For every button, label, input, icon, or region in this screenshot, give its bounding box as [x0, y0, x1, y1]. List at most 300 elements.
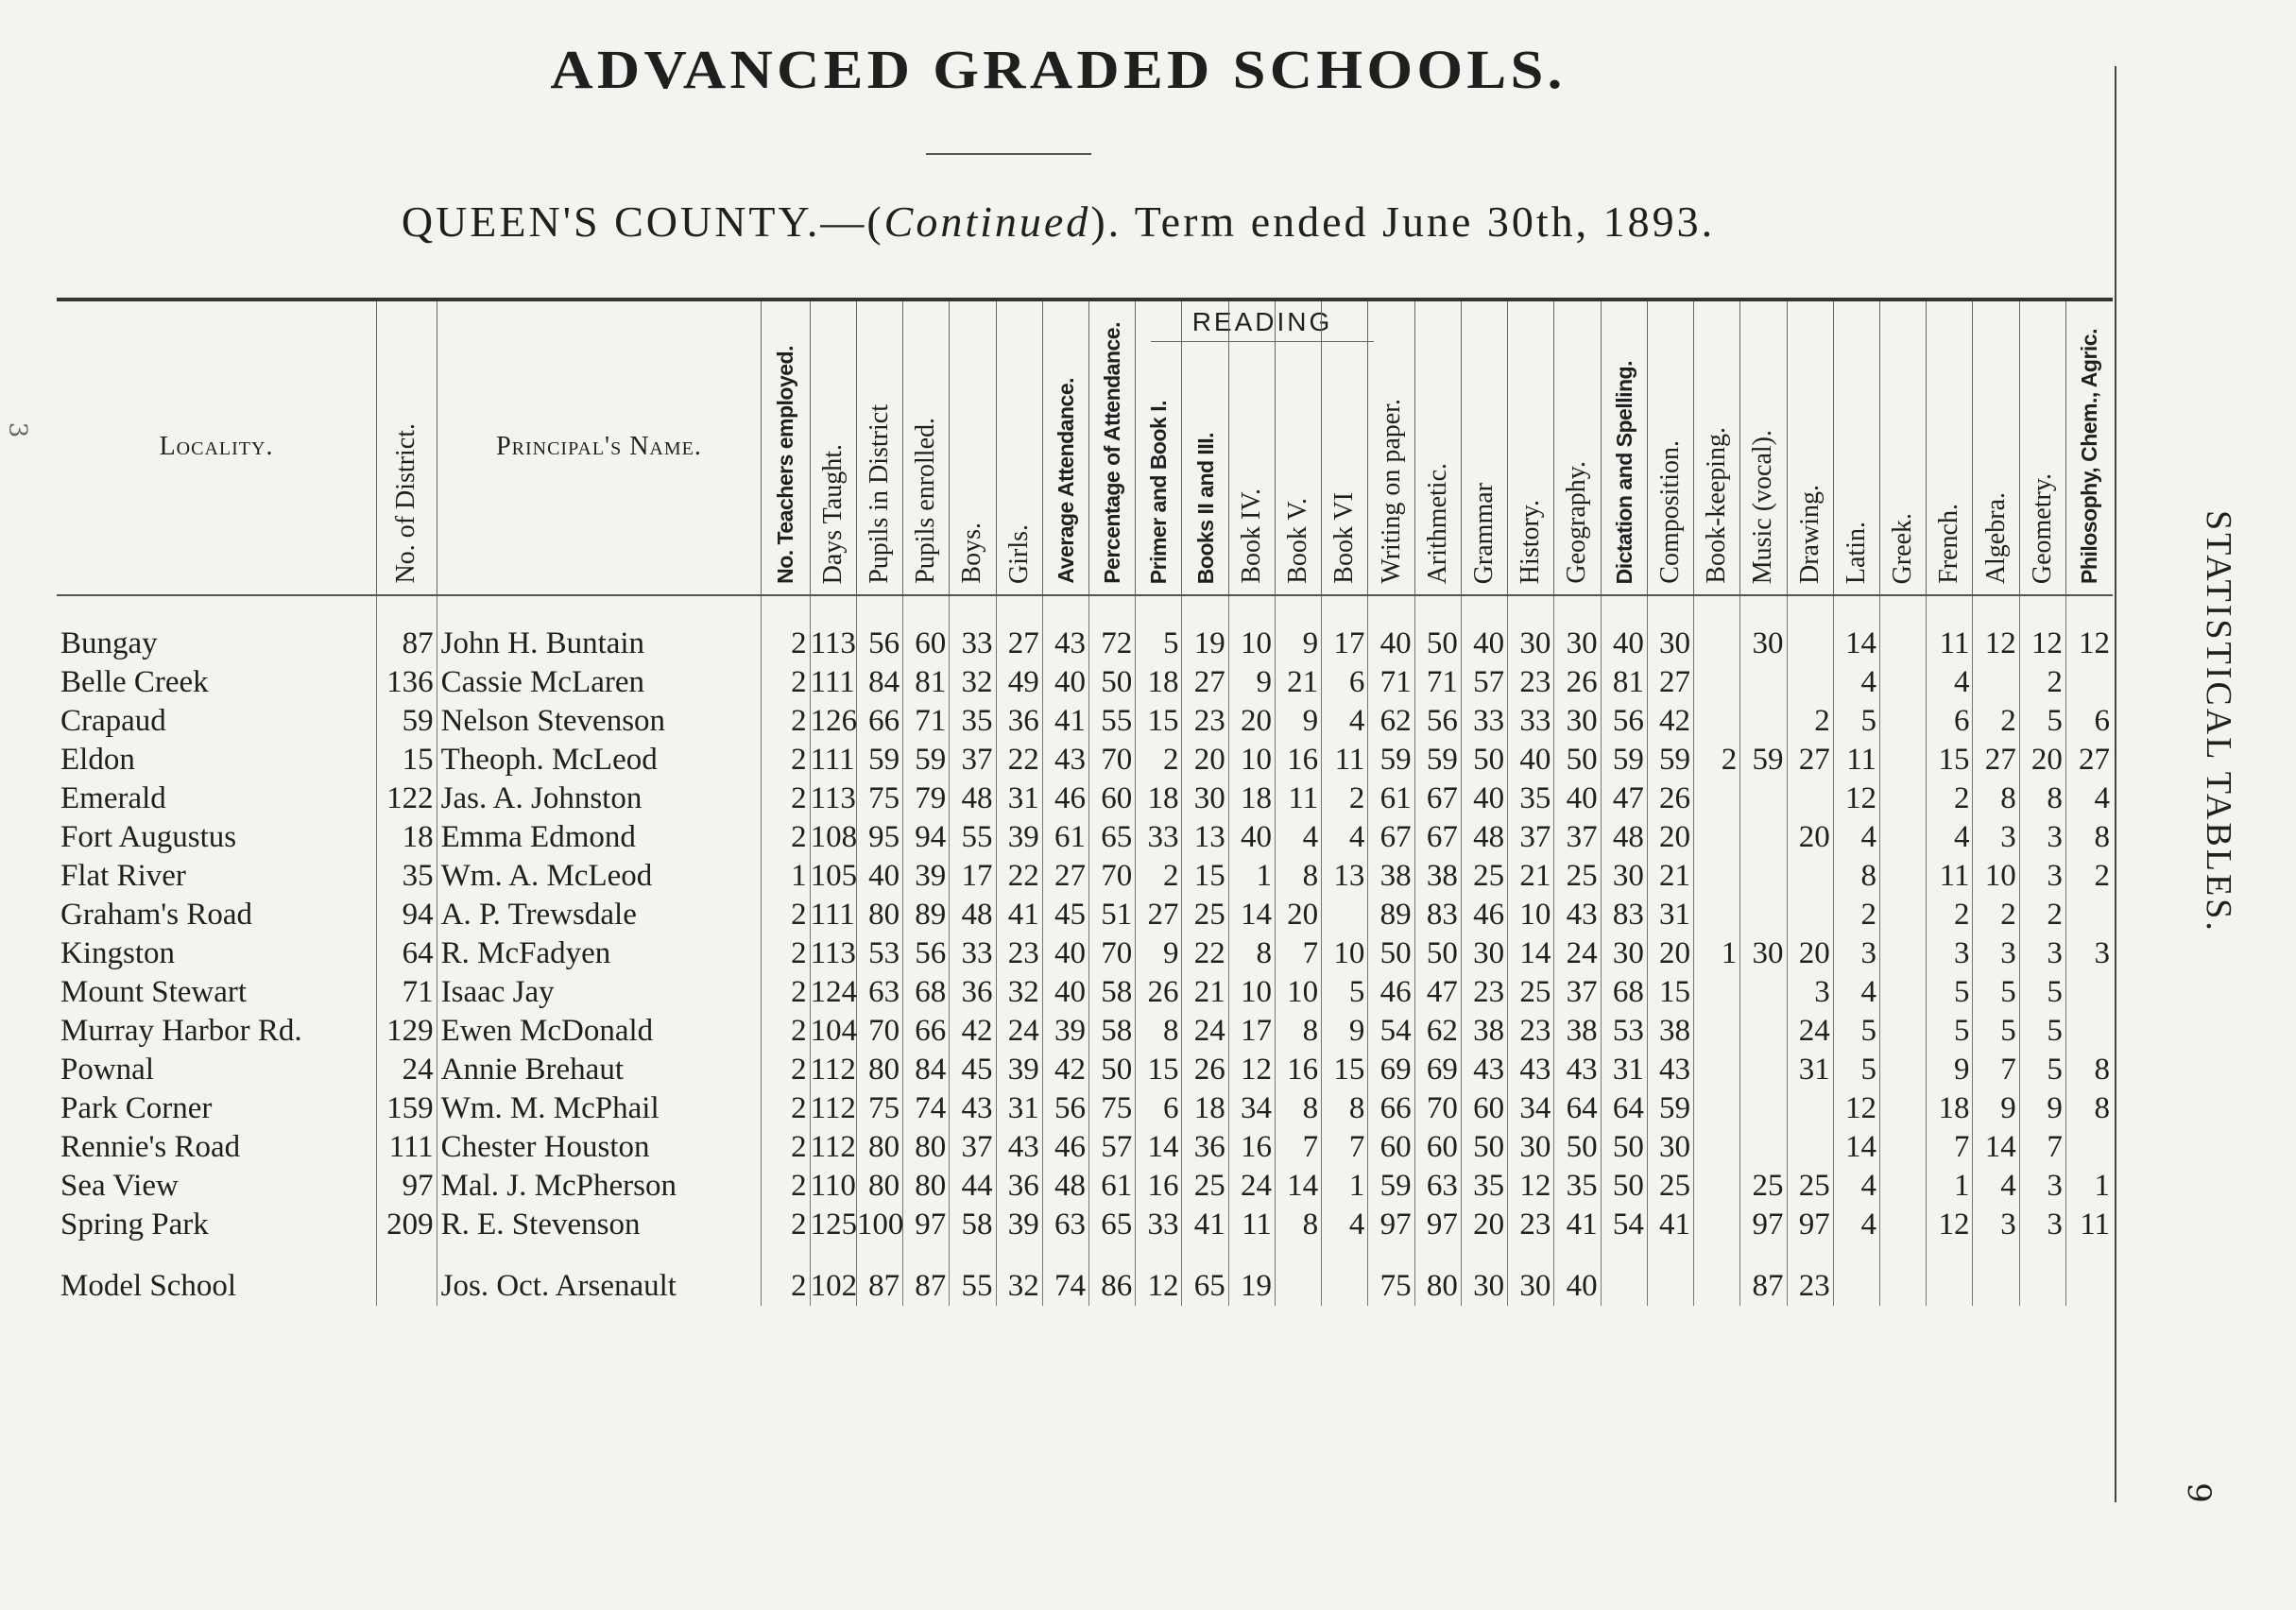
- column-header-geometry: [2019, 300, 2065, 595]
- cell-greek: [1879, 1089, 1926, 1128]
- table-row: [57, 818, 2113, 857]
- column-header-bookkeeping: [1694, 300, 1740, 595]
- cell-teachers: 2: [762, 1206, 810, 1244]
- spacer-cell: [1275, 1244, 1321, 1267]
- cell-girls: 31: [996, 779, 1042, 818]
- column-header-district: [377, 300, 437, 595]
- column-header-philo: [2065, 300, 2113, 595]
- column-header-label: Pupils enrolled.: [911, 418, 941, 584]
- cell-locality: Rennie's Road: [60, 1130, 241, 1164]
- cell-french: 12: [1927, 1206, 1973, 1244]
- cell-district: 129: [377, 1012, 437, 1051]
- right-margin-rule: [2115, 66, 2116, 1502]
- column-header-label: Book VI: [1329, 492, 1360, 584]
- cell-writing: 50: [1368, 934, 1414, 973]
- cell-pct_att: 57: [1089, 1128, 1136, 1167]
- cell-music: [1740, 1051, 1787, 1089]
- cell-teachers: 2: [762, 595, 810, 663]
- subtitle-main: QUEEN'S COUNTY.—(: [401, 197, 884, 246]
- cell-boys: 43: [950, 1089, 996, 1128]
- cell-pct_att: 60: [1089, 779, 1136, 818]
- cell-latin: 5: [1833, 702, 1879, 741]
- column-header-label: No. of District.: [391, 423, 421, 584]
- cell-enrolled: 79: [903, 779, 950, 818]
- cell-drawing: 23: [1787, 1267, 1833, 1306]
- cell-primer: 27: [1136, 896, 1182, 934]
- cell-locality: Park Corner: [60, 1091, 213, 1125]
- column-header-label: Principal's Name.: [496, 432, 702, 461]
- reading-group-label: READING: [1151, 307, 1374, 342]
- table-row: [57, 779, 2113, 818]
- column-header-label: Composition.: [1654, 440, 1685, 584]
- cell-book6: [1322, 896, 1368, 934]
- cell-arith: 50: [1414, 934, 1461, 973]
- cell-boys: 55: [950, 1267, 996, 1306]
- spacer-cell: [57, 1244, 377, 1267]
- cell-geog: 41: [1554, 1206, 1601, 1244]
- cell-grammar: 60: [1461, 1089, 1507, 1128]
- cell-book4: 40: [1228, 818, 1275, 857]
- cell-french: 11: [1927, 857, 1973, 896]
- cell-days: 111: [810, 663, 856, 702]
- page-subtitle: [0, 197, 2116, 247]
- cell-arith: 38: [1414, 857, 1461, 896]
- cell-locality: Pownal: [60, 1053, 154, 1087]
- cell-locality: Eldon: [60, 743, 135, 777]
- cell-pupils_district: 80: [856, 1167, 902, 1206]
- cell-drawing: [1787, 1128, 1833, 1167]
- cell-geog: 40: [1554, 1267, 1601, 1306]
- spacer-cell: [762, 1244, 810, 1267]
- cell-french: 2: [1927, 779, 1973, 818]
- cell-drawing: 20: [1787, 818, 1833, 857]
- column-header-geog: [1554, 300, 1601, 595]
- cell-book4: 34: [1228, 1089, 1275, 1128]
- cell-geometry: 3: [2019, 1206, 2065, 1244]
- cell-boys: 36: [950, 973, 996, 1012]
- cell-geog: 26: [1554, 663, 1601, 702]
- cell-geometry: 3: [2019, 818, 2065, 857]
- cell-music: [1740, 896, 1787, 934]
- cell-primer: 9: [1136, 934, 1182, 973]
- column-header-label: Books II and III.: [1192, 432, 1218, 584]
- cell-avg_att: 40: [1042, 973, 1088, 1012]
- cell-enrolled: 59: [903, 741, 950, 779]
- cell-geog: 24: [1554, 934, 1601, 973]
- spacer-cell: [1042, 1244, 1088, 1267]
- cell-book4: 18: [1228, 779, 1275, 818]
- cell-district: 71: [377, 973, 437, 1012]
- cell-dictation: 53: [1601, 1012, 1647, 1051]
- column-header-label: Book V.: [1283, 498, 1313, 584]
- cell-enrolled: 80: [903, 1167, 950, 1206]
- cell-dictation: 59: [1601, 741, 1647, 779]
- cell-pct_att: 70: [1089, 741, 1136, 779]
- cell-comp: 41: [1647, 1206, 1693, 1244]
- cell-primer: 8: [1136, 1012, 1182, 1051]
- cell-philo: 2: [2065, 857, 2113, 896]
- cell-girls: 43: [996, 1128, 1042, 1167]
- cell-enrolled: 89: [903, 896, 950, 934]
- spacer-cell: [903, 1244, 950, 1267]
- column-header-greek: [1879, 300, 1926, 595]
- cell-writing: 97: [1368, 1206, 1414, 1244]
- cell-philo: 12: [2065, 595, 2113, 663]
- cell-french: 6: [1927, 702, 1973, 741]
- cell-books23: 36: [1182, 1128, 1228, 1167]
- cell-geometry: 2: [2019, 896, 2065, 934]
- table-row: [57, 1206, 2113, 1244]
- cell-comp: 59: [1647, 741, 1693, 779]
- cell-music: [1740, 973, 1787, 1012]
- cell-boys: 33: [950, 595, 996, 663]
- cell-days: 111: [810, 741, 856, 779]
- cell-district: 159: [377, 1089, 437, 1128]
- cell-french: 18: [1927, 1089, 1973, 1128]
- cell-avg_att: 61: [1042, 818, 1088, 857]
- cell-philo: [2065, 973, 2113, 1012]
- cell-principal: Isaac Jay: [437, 973, 762, 1012]
- cell-avg_att: 43: [1042, 595, 1088, 663]
- cell-geometry: 3: [2019, 934, 2065, 973]
- column-header-primer: [1136, 300, 1182, 595]
- cell-enrolled: 97: [903, 1206, 950, 1244]
- spacer-cell: [856, 1244, 902, 1267]
- cell-avg_att: 46: [1042, 779, 1088, 818]
- cell-grammar: 50: [1461, 741, 1507, 779]
- cell-french: 3: [1927, 934, 1973, 973]
- cell-pupils_district: 80: [856, 1051, 902, 1089]
- cell-latin: 14: [1833, 595, 1879, 663]
- cell-book5: 7: [1275, 1128, 1321, 1167]
- cell-dictation: 81: [1601, 663, 1647, 702]
- cell-principal: Wm. A. McLeod: [437, 857, 762, 896]
- cell-arith: 59: [1414, 741, 1461, 779]
- cell-principal: Jos. Oct. Arsenault: [437, 1267, 762, 1306]
- cell-district: [377, 1267, 437, 1306]
- cell-comp: 26: [1647, 779, 1693, 818]
- cell-music: [1740, 1012, 1787, 1051]
- cell-primer: 18: [1136, 779, 1182, 818]
- column-header-drawing: [1787, 300, 1833, 595]
- cell-drawing: 2: [1787, 702, 1833, 741]
- table-row: [57, 857, 2113, 896]
- cell-drawing: [1787, 896, 1833, 934]
- cell-teachers: 2: [762, 1128, 810, 1167]
- cell-primer: 2: [1136, 857, 1182, 896]
- column-header-label: Grammar: [1468, 482, 1499, 584]
- cell-principal: Annie Brehaut: [437, 1051, 762, 1089]
- cell-book6: 4: [1322, 818, 1368, 857]
- cell-days: 125: [810, 1206, 856, 1244]
- spacer-cell: [1322, 1244, 1368, 1267]
- cell-enrolled: 94: [903, 818, 950, 857]
- column-header-algebra: [1973, 300, 2019, 595]
- cell-music: 25: [1740, 1167, 1787, 1206]
- cell-latin: 12: [1833, 1089, 1879, 1128]
- column-header-book4: [1228, 300, 1275, 595]
- cell-geog: 43: [1554, 1051, 1601, 1089]
- cell-book4: 16: [1228, 1128, 1275, 1167]
- cell-algebra: [1973, 663, 2019, 702]
- cell-dictation: 50: [1601, 1167, 1647, 1206]
- table-row: [57, 1089, 2113, 1128]
- column-header-label: Days Taught.: [817, 443, 848, 584]
- cell-algebra: 3: [1973, 818, 2019, 857]
- cell-french: 11: [1927, 595, 1973, 663]
- cell-greek: [1879, 702, 1926, 741]
- cell-boys: 33: [950, 934, 996, 973]
- cell-days: 111: [810, 896, 856, 934]
- cell-bookkeeping: [1694, 595, 1740, 663]
- cell-philo: 3: [2065, 934, 2113, 973]
- cell-pct_att: 65: [1089, 818, 1136, 857]
- cell-comp: 27: [1647, 663, 1693, 702]
- cell-arith: 47: [1414, 973, 1461, 1012]
- cell-geog: 50: [1554, 741, 1601, 779]
- cell-geog: 30: [1554, 595, 1601, 663]
- cell-district: 87: [377, 595, 437, 663]
- cell-avg_att: 41: [1042, 702, 1088, 741]
- cell-writing: 89: [1368, 896, 1414, 934]
- cell-pct_att: 72: [1089, 595, 1136, 663]
- cell-philo: [2065, 896, 2113, 934]
- column-header-label: Philosophy, Chem., Agric.: [2077, 329, 2102, 584]
- cell-history: 33: [1508, 702, 1554, 741]
- cell-geometry: 5: [2019, 1012, 2065, 1051]
- spacer-cell: [1182, 1244, 1228, 1267]
- spacer-cell: [1414, 1244, 1461, 1267]
- spacer-cell: [1694, 1244, 1740, 1267]
- cell-district: 136: [377, 663, 437, 702]
- cell-book5: 8: [1275, 857, 1321, 896]
- cell-french: 4: [1927, 663, 1973, 702]
- spacer-cell: [1089, 1244, 1136, 1267]
- cell-algebra: 7: [1973, 1051, 2019, 1089]
- cell-book6: 4: [1322, 702, 1368, 741]
- cell-bookkeeping: 1: [1694, 934, 1740, 973]
- cell-greek: [1879, 663, 1926, 702]
- cell-district: 18: [377, 818, 437, 857]
- cell-geog: 35: [1554, 1167, 1601, 1206]
- cell-books23: 20: [1182, 741, 1228, 779]
- cell-teachers: 2: [762, 1267, 810, 1306]
- cell-principal: Ewen McDonald: [437, 1012, 762, 1051]
- cell-district: 15: [377, 741, 437, 779]
- cell-grammar: 38: [1461, 1012, 1507, 1051]
- cell-grammar: 40: [1461, 779, 1507, 818]
- column-header-label: Latin.: [1841, 521, 1871, 584]
- cell-days: 113: [810, 595, 856, 663]
- cell-district: 111: [377, 1128, 437, 1167]
- cell-algebra: 3: [1973, 1206, 2019, 1244]
- cell-girls: 22: [996, 741, 1042, 779]
- cell-arith: 63: [1414, 1167, 1461, 1206]
- cell-geog: 30: [1554, 702, 1601, 741]
- cell-greek: [1879, 973, 1926, 1012]
- cell-algebra: 10: [1973, 857, 2019, 896]
- column-header-label: Arithmetic.: [1422, 462, 1452, 584]
- cell-greek: [1879, 896, 1926, 934]
- cell-book4: 10: [1228, 741, 1275, 779]
- cell-pct_att: 86: [1089, 1267, 1136, 1306]
- cell-pupils_district: 95: [856, 818, 902, 857]
- column-header-label: Percentage of Attendance.: [1100, 322, 1125, 584]
- cell-pct_att: 51: [1089, 896, 1136, 934]
- spacer-cell: [2019, 1244, 2065, 1267]
- cell-book6: 6: [1322, 663, 1368, 702]
- cell-arith: 80: [1414, 1267, 1461, 1306]
- statistics-table: [57, 298, 2113, 1306]
- cell-dictation: 48: [1601, 818, 1647, 857]
- cell-pupils_district: 75: [856, 1089, 902, 1128]
- cell-primer: 26: [1136, 973, 1182, 1012]
- page-number: 9: [2179, 1482, 2218, 1503]
- cell-greek: [1879, 595, 1926, 663]
- cell-dictation: 50: [1601, 1128, 1647, 1167]
- column-header-latin: [1833, 300, 1879, 595]
- cell-principal: Theoph. McLeod: [437, 741, 762, 779]
- cell-pct_att: 55: [1089, 702, 1136, 741]
- cell-greek: [1879, 1128, 1926, 1167]
- cell-geometry: 7: [2019, 1128, 2065, 1167]
- cell-geometry: 5: [2019, 973, 2065, 1012]
- column-header-writing: [1368, 300, 1414, 595]
- cell-algebra: 14: [1973, 1128, 2019, 1167]
- column-header-label: Algebra.: [1980, 491, 2011, 584]
- cell-locality: Spring Park: [60, 1208, 209, 1242]
- cell-pct_att: 50: [1089, 663, 1136, 702]
- cell-books23: 26: [1182, 1051, 1228, 1089]
- cell-music: [1740, 779, 1787, 818]
- cell-geog: 43: [1554, 896, 1601, 934]
- cell-comp: 43: [1647, 1051, 1693, 1089]
- cell-french: [1927, 1267, 1973, 1306]
- cell-grammar: 50: [1461, 1128, 1507, 1167]
- column-header-days: [810, 300, 856, 595]
- cell-geog: 50: [1554, 1128, 1601, 1167]
- cell-geog: 38: [1554, 1012, 1601, 1051]
- cell-girls: 24: [996, 1012, 1042, 1051]
- cell-girls: 22: [996, 857, 1042, 896]
- cell-philo: [2065, 1128, 2113, 1167]
- cell-comp: 30: [1647, 1128, 1693, 1167]
- cell-book5: 14: [1275, 1167, 1321, 1206]
- cell-avg_att: 43: [1042, 741, 1088, 779]
- cell-primer: 6: [1136, 1089, 1182, 1128]
- table-row: [57, 702, 2113, 741]
- cell-book6: [1322, 1267, 1368, 1306]
- cell-teachers: 2: [762, 1012, 810, 1051]
- column-header-music: [1740, 300, 1787, 595]
- cell-pupils_district: 53: [856, 934, 902, 973]
- cell-french: 2: [1927, 896, 1973, 934]
- cell-algebra: 5: [1973, 1012, 2019, 1051]
- cell-books23: 25: [1182, 1167, 1228, 1206]
- cell-principal: Mal. J. McPherson: [437, 1167, 762, 1206]
- cell-algebra: 5: [1973, 973, 2019, 1012]
- cell-geog: 37: [1554, 973, 1601, 1012]
- cell-dictation: 68: [1601, 973, 1647, 1012]
- cell-french: 5: [1927, 1012, 1973, 1051]
- cell-avg_att: 45: [1042, 896, 1088, 934]
- margin-mark: 3: [3, 421, 32, 438]
- cell-book5: 11: [1275, 779, 1321, 818]
- cell-book4: 8: [1228, 934, 1275, 973]
- cell-greek: [1879, 779, 1926, 818]
- cell-book5: 21: [1275, 663, 1321, 702]
- column-header-avg_att: [1042, 300, 1088, 595]
- cell-bookkeeping: [1694, 818, 1740, 857]
- column-header-label: French.: [1934, 504, 1964, 584]
- spacer-cell: [1927, 1244, 1973, 1267]
- cell-latin: 14: [1833, 1128, 1879, 1167]
- cell-algebra: [1973, 1267, 2019, 1306]
- column-header-label: Book IV.: [1236, 488, 1266, 584]
- spacer-cell: [1508, 1244, 1554, 1267]
- cell-history: 37: [1508, 818, 1554, 857]
- cell-comp: 42: [1647, 702, 1693, 741]
- cell-locality: Belle Creek: [60, 665, 209, 699]
- cell-geometry: [2019, 1267, 2065, 1306]
- column-header-label: Drawing.: [1794, 485, 1825, 584]
- cell-algebra: 8: [1973, 779, 2019, 818]
- cell-book6: 17: [1322, 595, 1368, 663]
- cell-boys: 48: [950, 779, 996, 818]
- cell-writing: 59: [1368, 741, 1414, 779]
- cell-arith: 83: [1414, 896, 1461, 934]
- column-header-book6: [1322, 300, 1368, 595]
- cell-locality: Mount Stewart: [60, 975, 248, 1009]
- cell-philo: [2065, 1267, 2113, 1306]
- cell-book5: 16: [1275, 1051, 1321, 1089]
- spacer-cell: [1461, 1244, 1507, 1267]
- table-row: [57, 973, 2113, 1012]
- cell-avg_att: 48: [1042, 1167, 1088, 1206]
- cell-days: 112: [810, 1089, 856, 1128]
- cell-girls: 49: [996, 663, 1042, 702]
- cell-teachers: 2: [762, 1051, 810, 1089]
- cell-drawing: [1787, 595, 1833, 663]
- spacer-cell: [1136, 1244, 1182, 1267]
- cell-book5: 9: [1275, 702, 1321, 741]
- cell-grammar: 43: [1461, 1051, 1507, 1089]
- spacer-cell: [810, 1244, 856, 1267]
- spacer-cell: [1787, 1244, 1833, 1267]
- cell-principal: R. E. Stevenson: [437, 1206, 762, 1244]
- cell-bookkeeping: [1694, 663, 1740, 702]
- cell-latin: 12: [1833, 779, 1879, 818]
- cell-boys: 35: [950, 702, 996, 741]
- cell-books23: 30: [1182, 779, 1228, 818]
- cell-book5: [1275, 1267, 1321, 1306]
- cell-days: 126: [810, 702, 856, 741]
- spacer-cell: [377, 1244, 437, 1267]
- cell-arith: 97: [1414, 1206, 1461, 1244]
- column-header-label: Greek.: [1888, 512, 1918, 584]
- cell-enrolled: 56: [903, 934, 950, 973]
- cell-girls: 39: [996, 1206, 1042, 1244]
- table-row: [57, 1051, 2113, 1089]
- cell-teachers: 2: [762, 779, 810, 818]
- spacer-cell: [2065, 1244, 2113, 1267]
- cell-philo: [2065, 663, 2113, 702]
- cell-girls: 27: [996, 595, 1042, 663]
- cell-pupils_district: 40: [856, 857, 902, 896]
- cell-primer: 2: [1136, 741, 1182, 779]
- cell-music: [1740, 702, 1787, 741]
- cell-writing: 60: [1368, 1128, 1414, 1167]
